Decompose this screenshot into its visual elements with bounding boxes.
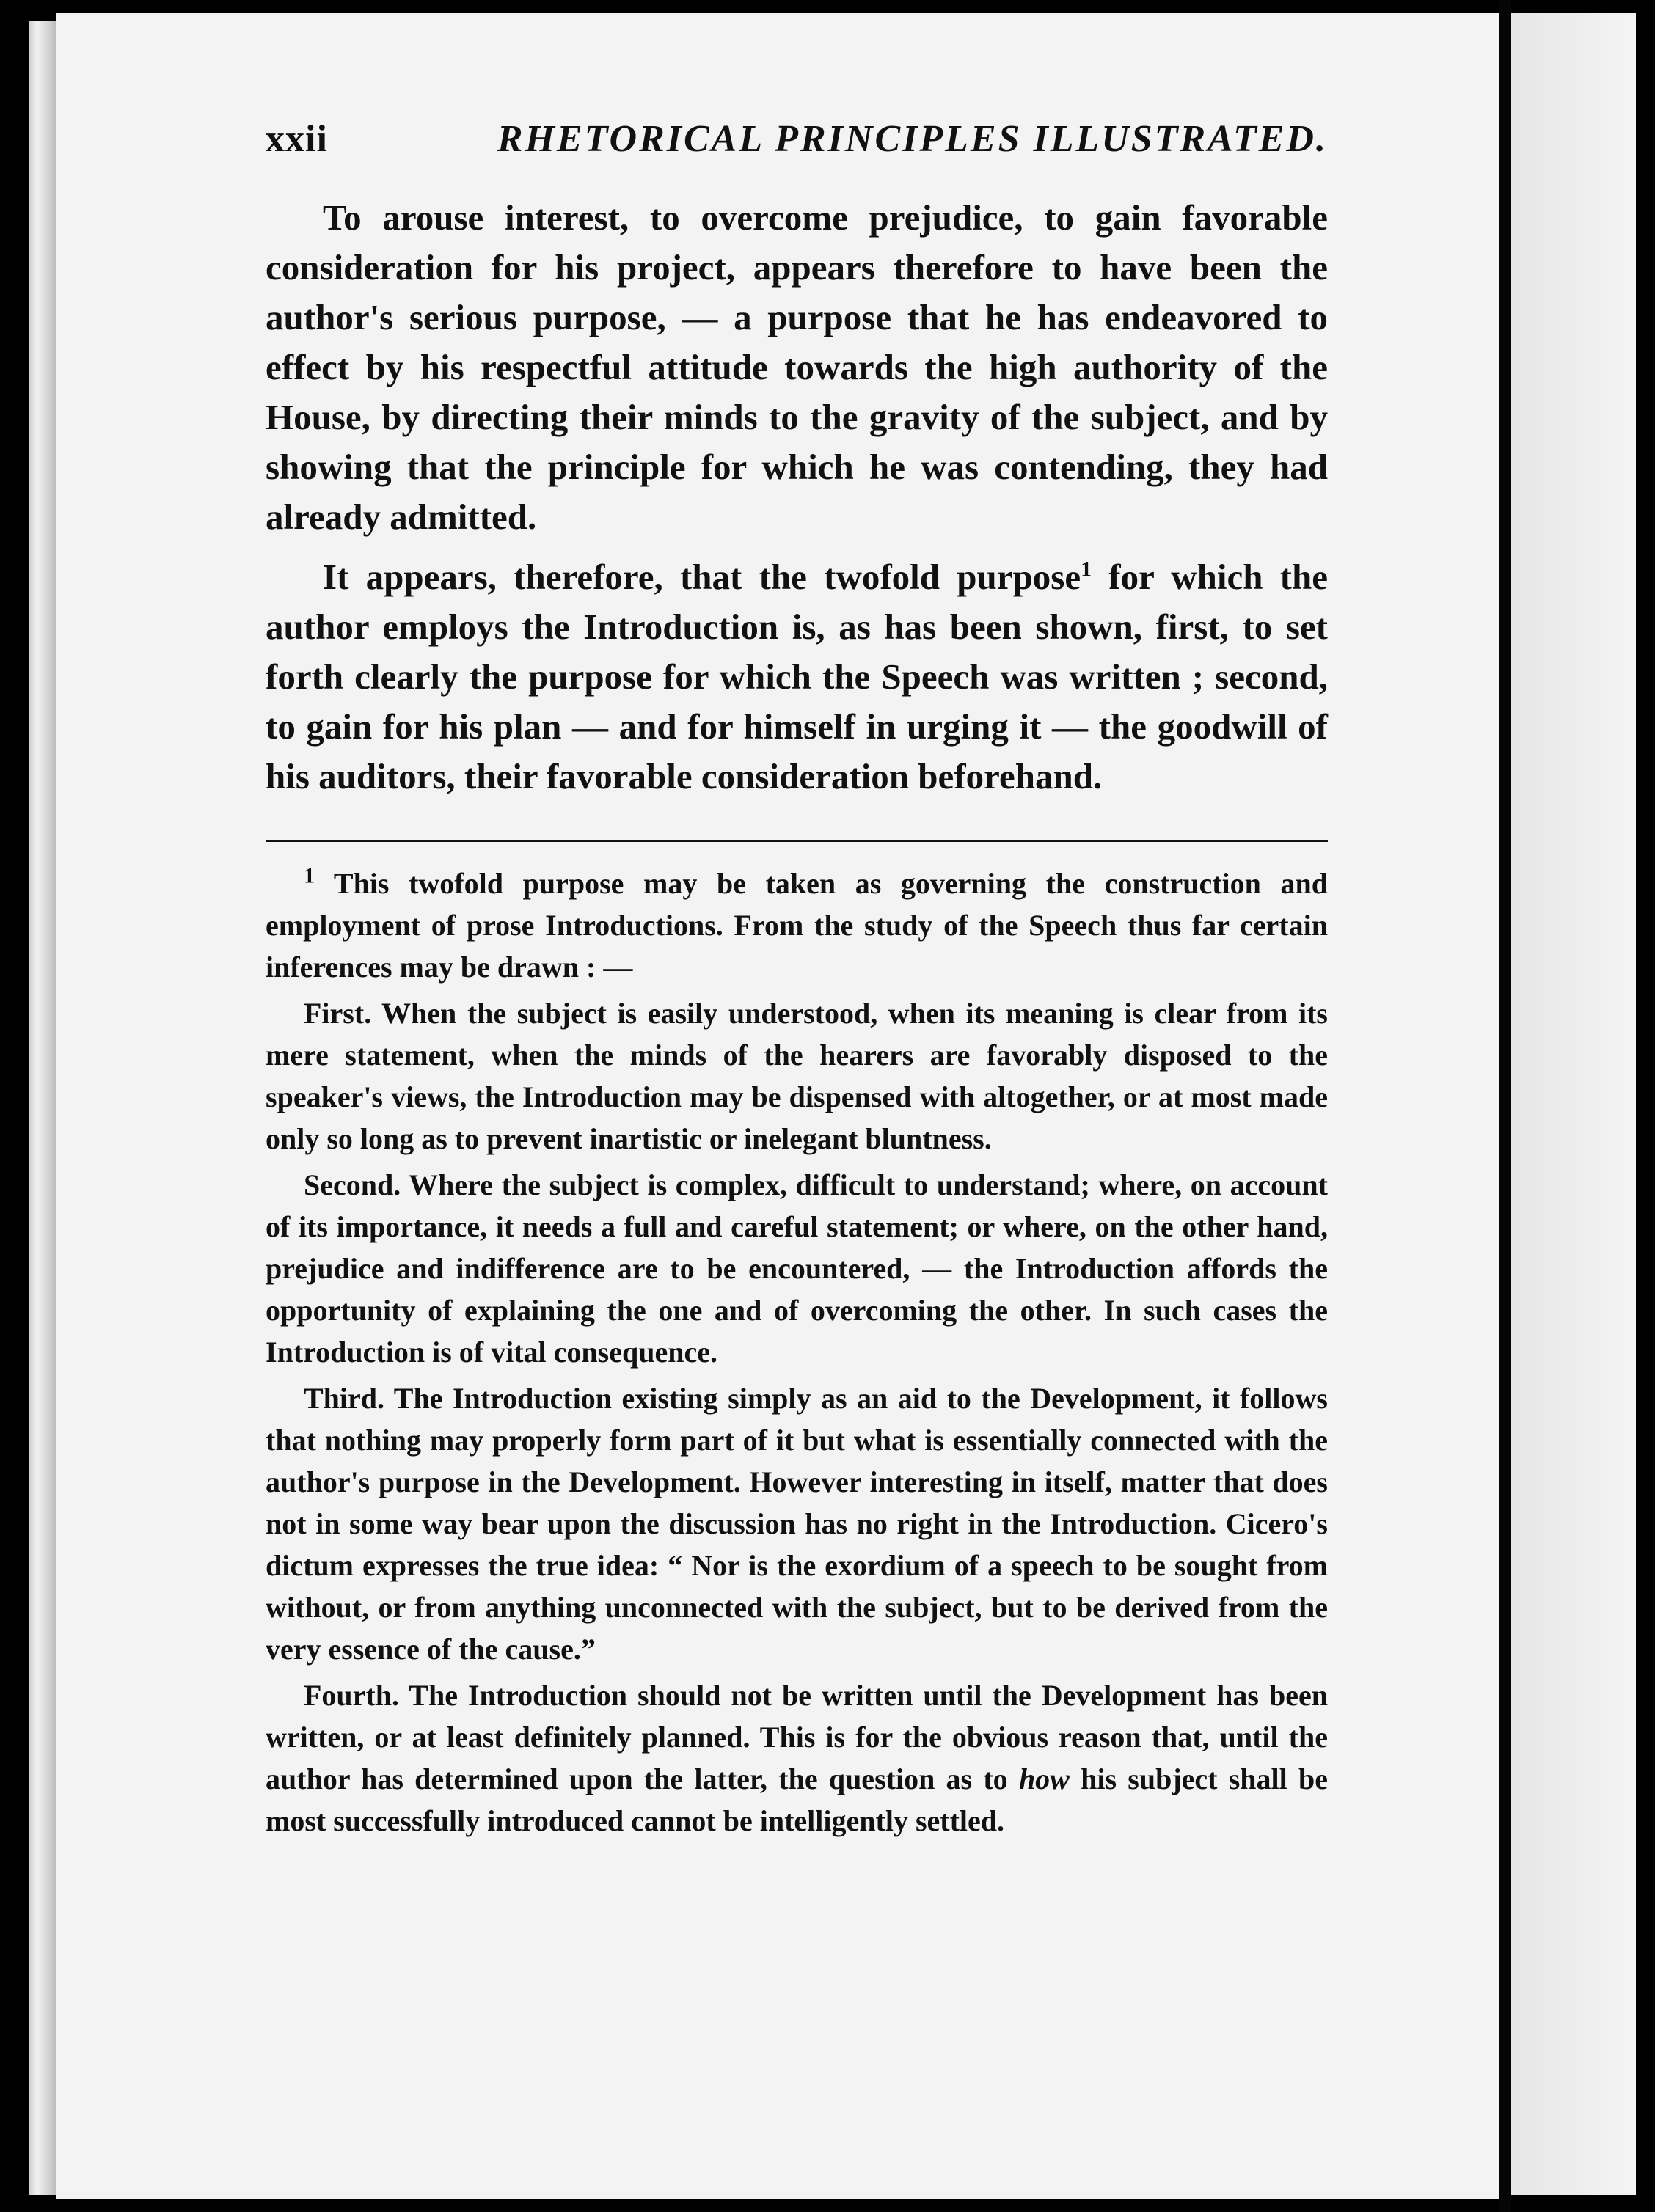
footnote-intro [266, 863, 1328, 988]
page-text [266, 117, 1328, 1846]
body-paragraph-2-text-b: for which the author employs the Introduction is, as has been shown, first, to set forth clearly the purpose for which the Speech was written ; second, to gain for his plan — and for himself in urging it — the goodwill of his auditors, their favorable consideration beforehand. [266, 557, 1328, 796]
footnote-marker: 1 [304, 863, 315, 888]
body-paragraph-2-text-a: It appears, therefore, that the twofold purpose [323, 557, 1081, 597]
footnote-first-label: First. [304, 997, 372, 1030]
footnote-second [266, 1164, 1328, 1373]
footnote-third [266, 1377, 1328, 1670]
body-paragraph-1 [266, 193, 1328, 542]
footnote-reference[interactable]: 1 [1081, 557, 1092, 582]
facing-page-strip [1511, 13, 1636, 2195]
footnote-first-text: When the subject is easily understood, when its meaning is clear from its mere statement, when the minds of the hearers are favorably disposed to the speaker's views, the Introduction may be dispensed with altogether, or at most made only so long as to prevent inartistic or inelegant bluntness. [266, 997, 1328, 1155]
footnote-fourth-emphasis: how [1018, 1762, 1070, 1795]
footnote-second-label: Second. [304, 1168, 401, 1201]
footnote-intro-text: This twofold purpose may be taken as governing the construction and employment of prose Introductions. From the study of the Speech thus far certain inferences may be drawn : — [266, 867, 1328, 984]
footnote-first [266, 992, 1328, 1160]
body-paragraph-1-text: To arouse interest, to overcome prejudice, to gain favorable consideration for his project, appears therefore to have been the author's serious purpose, — a purpose that he has endeavored to effect by his respectful attitude towards the high authority of the House, by directing their minds to the gravity of the subject, and by showing that the principle for which he was contending, they had already admitted. [266, 197, 1328, 537]
footnote-fourth [266, 1674, 1328, 1842]
footnote-third-label: Third. [304, 1382, 385, 1415]
footnote-rule [266, 840, 1328, 842]
footnote-third-text: The Introduction existing simply as an aid to the Development, it follows that nothing may properly form part of it but what is essentially connected with the author's purpose in the Development. However interesting in itself, matter that does not in some way bear upon the discussion has no right in the Introduction. Cicero's dictum expresses the true idea: “ Nor is the exordium of a speech to be sought from without, or from anything unconnected with the subject, but to be derived from the very essence of the cause.” [266, 1382, 1328, 1666]
footnote-second-text: Where the subject is complex, difficult to understand; where, on account of its importance, it needs a full and careful statement; or where, on the other hand, prejudice and indifference are to be encountered, — the Introduction affords the opportunity of explaining the one and of overcoming the other. In such cases the Introduction is of vital consequence. [266, 1168, 1328, 1369]
running-head [266, 117, 1328, 161]
book-gutter [1499, 0, 1511, 2212]
footnote-fourth-label: Fourth. [304, 1679, 399, 1712]
page-stack-edge [29, 21, 56, 2195]
footnote-fourth-text-b: his subject shall be most successfully introduced cannot be intelligently settled. [266, 1762, 1329, 1837]
body-paragraph-2 [266, 552, 1328, 802]
footnote-fourth-text-a: The Introduction should not be written until the Development has been written, or at least definitely planned. This is for the obvious reason that, until the author has determined upon the latter, the question as to [266, 1679, 1328, 1795]
page-number: xxii [266, 118, 328, 160]
running-title: RHETORICAL PRINCIPLES ILLUSTRATED. [497, 118, 1328, 160]
